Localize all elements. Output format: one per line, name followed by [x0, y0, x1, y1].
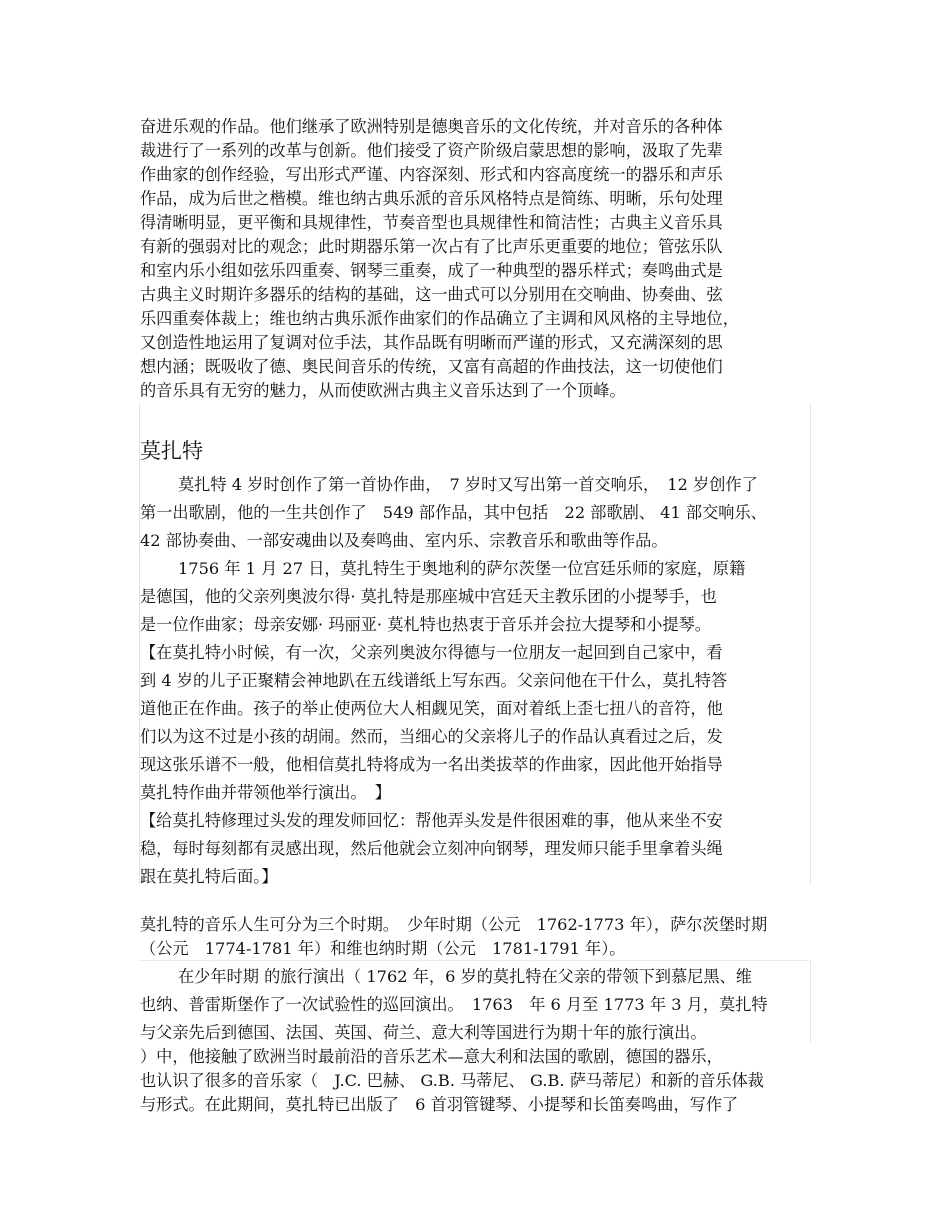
paragraph-line: 们以为这不过是小孩的胡闹。然而，当细心的父亲将儿子的作品认真看过之后，发 [140, 727, 723, 746]
paragraph-line: （公元 1774-1781 年）和维也纳时期（公元 1781-1791 年）。 [140, 939, 626, 958]
paragraph-line: 也认识了很多的音乐家（ J.C. 巴赫、 G.B. 马蒂尼、 G.B. 萨马蒂尼）和新的音乐体裁 [140, 1071, 764, 1090]
paragraph-line: 作曲家的创作经验，写出形式严谨、内容深刻、形式和内容高度统一的器乐和声乐 [140, 165, 723, 184]
paragraph-line: 乐四重奏体裁上；维也纳古典乐派作曲家们的作品确立了主调和风风格的主导地位， [140, 309, 739, 328]
paragraph-line: 现这张乐谱不一般，他相信莫扎特将成为一名出类拔萃的作曲家，因此他开始指导 [140, 755, 723, 774]
paragraph-line: 稳，每时每刻都有灵感出现，然后他就会立刻冲向钢琴，理发师只能手里拿着头绳 [140, 839, 723, 858]
paragraph-line: 道他正在作曲。孩子的举止使两位大人相觑见笑，面对着纸上歪七扭八的音符，他 [140, 699, 723, 718]
paragraph-line: 【给莫扎特修理过头发的理发师回忆：帮他弄头发是件很困难的事，他从来坐不安 [140, 811, 723, 830]
box2-border-right [810, 960, 811, 1042]
paragraph-line: 在少年时期 的旅行演出（ 1762 年，6 岁的莫扎特在父亲的带领下到慕尼黑、维 [178, 967, 752, 986]
paragraph-line: 的音乐具有无穷的魅力，从而使欧洲古典主义音乐达到了一个顶峰。 [140, 381, 626, 400]
paragraph-line: 与形式。在此期间，莫扎特已出版了 6 首羽管键琴、小提琴和长笛奏鸣曲，写作了 [140, 1095, 739, 1114]
paragraph-line: 莫扎特作曲并带领他举行演出。 】 [140, 783, 391, 802]
paragraph-line: 【在莫扎特小时候，有一次，父亲列奥波尔得德与一位朋友一起回到自己家中，看 [140, 643, 723, 662]
box-border-right [810, 404, 811, 884]
paragraph-line: 也纳、普雷斯堡作了一次试验性的巡回演出。 1763 年 6 月至 1773 年 3 月，莫扎特 [140, 995, 768, 1014]
paragraph-line: 有新的强弱对比的观念；此时期器乐第一次占有了比声乐更重要的地位；管弦乐队 [140, 237, 723, 256]
paragraph-line: 奋进乐观的作品。他们继承了欧洲特别是德奥音乐的文化传统，并对音乐的各种体 [140, 117, 723, 136]
box2-border-top [139, 960, 811, 961]
paragraph-line: 想内涵；既吸收了德、奥民间音乐的传统，又富有高超的作曲技法，这一切使他们 [140, 357, 723, 376]
paragraph-line: 是一位作曲家；母亲安娜· 玛丽亚· 莫札特也热衷于音乐并会拉大提琴和小提琴。 [140, 615, 711, 634]
paragraph-line: 得清晰明显，更平衡和具规律性，节奏音型也具规律性和简洁性；古典主义音乐具 [140, 213, 723, 232]
paragraph-line: 到 4 岁的儿子正聚精会神地趴在五线谱纸上写东西。父亲问他在干什么，莫扎特答 [140, 671, 728, 690]
paragraph-line: 莫扎特 4 岁时创作了第一首协作曲， 7 岁时又写出第一首交响乐， 12 岁创作了 [178, 475, 758, 494]
paragraph-line: 1756 年 1 月 27 日，莫扎特生于奥地利的萨尔茨堡一位宫廷乐师的家庭，原籍 [178, 559, 746, 578]
paragraph-line: 42 部协奏曲、一部安魂曲以及奏鸣曲、室内乐、宗教音乐和歌曲等作品。 [140, 531, 668, 550]
paragraph-line: 古典主义时期许多器乐的结构的基础，这一曲式可以分别用在交响曲、协奏曲、弦 [140, 285, 723, 304]
paragraph-line: 莫扎特的音乐人生可分为三个时期。 少年时期（公元 1762-1773 年），萨尔茨堡时期 [140, 915, 768, 934]
paragraph-line: ）中，他接触了欧洲当时最前沿的音乐艺术—意大利和法国的歌剧，德国的器乐， [140, 1047, 723, 1066]
paragraph-line: 裁进行了一系列的改革与创新。他们接受了资产阶级启蒙思想的影响，汲取了先辈 [140, 141, 723, 160]
paragraph-line: 是德国，他的父亲列奥波尔得· 莫扎特是那座城中宫廷天主教乐团的小提琴手，也 [140, 587, 717, 606]
paragraph-line: 跟在莫扎特后面。】 [140, 867, 278, 886]
paragraph-line: 与父亲先后到德国、法国、英国、荷兰、意大利等国进行为期十年的旅行演出。 [140, 1023, 707, 1042]
paragraph-line: 又创造性地运用了复调对位手法，其作品既有明晰而严谨的形式，又充满深刻的思 [140, 333, 723, 352]
paragraph-line: 和室内乐小组如弦乐四重奏、钢琴三重奏，成了一种典型的器乐样式；奏鸣曲式是 [140, 261, 723, 280]
paragraph-line: 作品，成为后世之楷模。维也纳古典乐派的音乐风格特点是简练、明晰，乐句处理 [140, 189, 723, 208]
paragraph-line: 第一出歌剧，他的一生共创作了 549 部作品，其中包括 22 部歌剧、 41 部交响乐、 [140, 503, 767, 522]
section-heading: 莫扎特 [140, 439, 203, 463]
